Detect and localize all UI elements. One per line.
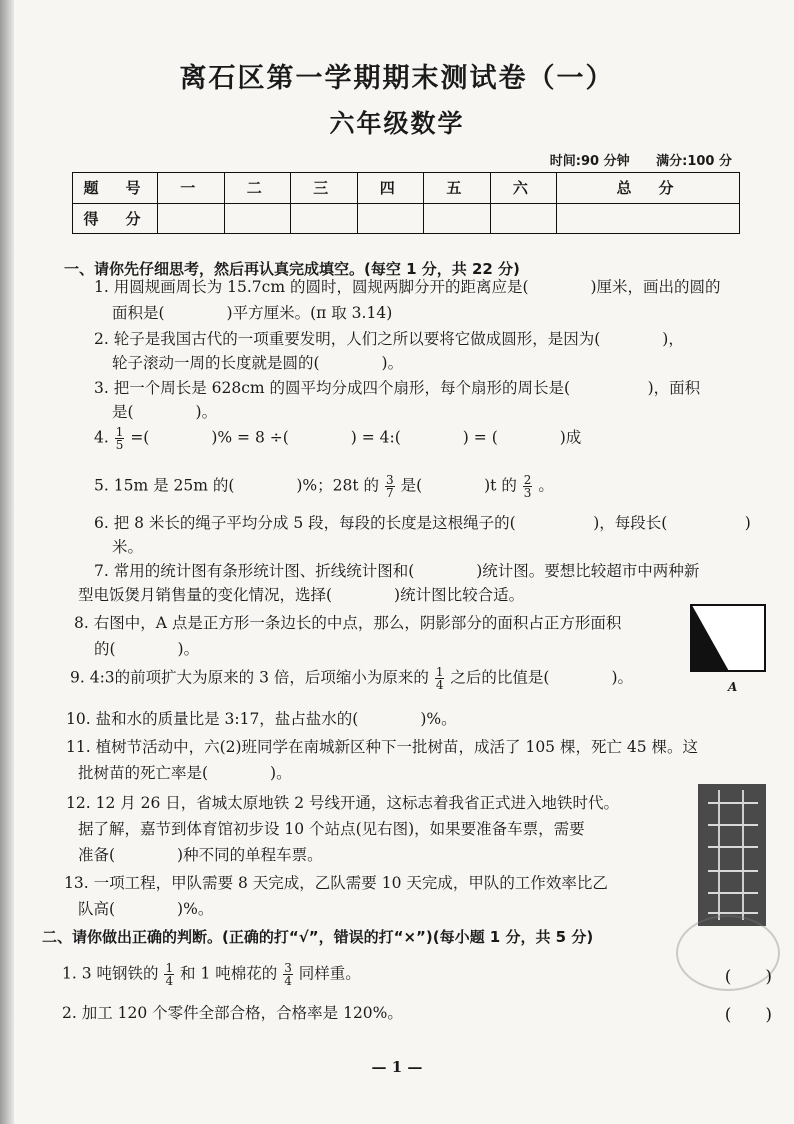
question-12-line-1: 12. 12 月 26 日，省城太原地铁 2 号线开通，这标志着我省正式进入地铁时代。 [66,794,620,812]
score-input-cell[interactable] [424,203,491,234]
fraction-numerator: 3 [385,473,394,487]
question-9-text-b: 之后的比值是( )。 [450,668,634,687]
fraction-denominator: 4 [435,678,444,692]
page-binding-edge [0,0,14,1124]
question-4-text: =( )% = 8 ÷( ) = 4:( ) = ( )成 [130,428,582,447]
score-cell: 总 分 [557,173,740,204]
fraction-denominator: 4 [284,974,292,988]
question-3-line-1: 3. 把一个周长是 628cm 的圆平均分成四个扇形，每个扇形的周长是( )，面积 [94,379,701,397]
question-1-line-2: 面积是( )平方厘米。(π 取 3.14) [112,304,393,322]
map-line [742,790,744,920]
judgment-1 [62,962,361,987]
fraction-numerator: 1 [435,665,444,679]
judgment-1-text-b: 和 1 吨棉花的 [180,964,278,983]
score-cell: 四 [357,173,424,204]
question-11-line-1: 11. 植树节活动中，六(2)班同学在南城新区种下一批树苗，成活了 105 棵，死亡 45 棵。这 [66,738,699,756]
score-input-cell[interactable] [291,203,358,234]
fraction [164,962,174,987]
fraction-numerator: 2 [523,473,532,487]
score-input-cell[interactable] [490,203,557,234]
map-line [708,892,758,894]
question-11-line-2: 批树苗的死亡率是( )。 [78,764,292,782]
map-line [708,912,758,914]
score-cell: 题 号 [73,173,158,204]
score-cell: 一 [158,173,225,204]
question-5-text-c: 。 [538,476,554,495]
map-line [708,846,758,848]
judgment-1-text-a: 1. 3 吨钢铁的 [62,964,159,983]
question-10: 10. 盐和水的质量比是 3:17，盐占盐水的( )%。 [66,710,457,728]
shaded-square-figure [690,604,766,672]
fraction [385,474,395,499]
map-line [718,790,720,920]
score-input-cell[interactable] [357,203,424,234]
page-number: — 1 — [371,1058,423,1076]
exam-title: 离石区第一学期期末测试卷（一） [179,63,615,94]
question-3-line-2: 是( )。 [112,403,218,421]
score-table-score-row [73,203,740,234]
judgment-2: 2. 加工 120 个零件全部合格，合格率是 120%。 [62,1004,403,1022]
question-12-line-2: 据了解，嘉节到体育馆初步设 10 个站点(见右图)，如果要准备车票，需要 [78,820,585,838]
question-8-line-1: 8. 右图中，A 点是正方形一条边长的中点，那么，阴影部分的面积占正方形面积 [74,614,622,632]
question-1-line-1: 1. 用圆规画周长为 15.7cm 的圆时，圆规两脚分开的距离应是( )厘米，画出的圆的 [94,278,721,296]
exam-subtitle: 六年级数学 [329,109,465,138]
section-1-heading: 一、请你先仔细思考，然后再认真完成填空。(每空 1 分，共 22 分) [64,260,520,278]
question-12-line-3: 准备( )种不同的单程车票。 [78,846,323,864]
question-5-text-a: 5. 15m 是 25m 的( )%；28t 的 [94,476,380,495]
score-cell: 得 分 [73,203,158,234]
judgment-1-answer-box[interactable]: ( ) [724,967,772,987]
question-5 [94,474,554,499]
question-6-line-1: 6. 把 8 米长的绳子平均分成 5 段，每段的长度是这根绳子的( )，每段长( ) [94,514,751,532]
question-7-line-2: 型电饭煲月销售量的变化情况，选择( )统计图比较合适。 [78,586,525,604]
question-9 [70,666,633,691]
fraction-denominator: 3 [523,486,532,500]
score-cell: 二 [224,173,291,204]
fraction [283,962,293,987]
fraction-denominator: 5 [115,438,124,452]
judgment-1-text-c: 同样重。 [298,964,361,983]
fraction-numerator: 1 [165,961,174,975]
question-7-line-1: 7. 常用的统计图有条形统计图、折线统计图和( )统计图。要想比较超市中两种新 [94,562,700,580]
question-5-text-b: 是( )t 的 [400,476,517,495]
score-table-header-row [73,173,740,204]
score-cell: 六 [490,173,557,204]
exam-time: 时间:90 分钟 [549,154,630,169]
question-6-line-2: 米。 [112,538,144,556]
question-8-line-2: 的( )。 [94,640,200,658]
point-a-label: A [728,680,738,694]
fraction [435,666,445,691]
exam-full-score: 满分:100 分 [656,154,732,169]
score-input-cell[interactable] [158,203,225,234]
fraction [115,426,125,451]
fraction-denominator: 4 [165,974,174,988]
question-9-text-a: 9. 4:3的前项扩大为原来的 3 倍，后项缩小为原来的 [70,668,429,687]
question-13-line-2: 队高( )%。 [78,900,214,918]
question-2-line-2: 轮子滚动一周的长度就是圆的( )。 [112,354,404,372]
score-cell: 三 [291,173,358,204]
metro-line-map-image [698,784,766,926]
question-4-number: 4. [94,428,109,447]
exam-meta [528,150,732,169]
fraction-numerator: 1 [115,425,124,439]
question-4 [94,426,581,451]
fraction [523,474,533,499]
score-input-cell[interactable] [557,203,740,234]
judgment-2-answer-box[interactable]: ( ) [724,1005,772,1025]
question-13-line-1: 13. 一项工程，甲队需要 8 天完成，乙队需要 10 天完成，甲队的工作效率比乙 [64,874,608,892]
score-cell: 五 [424,173,491,204]
section-2-heading: 二、请你做出正确的判断。(正确的打“√”，错误的打“×”)(每小题 1 分，共 5 分) [42,928,594,946]
map-line [708,802,758,804]
score-table [72,172,740,234]
map-line [708,824,758,826]
fraction-numerator: 3 [284,961,292,975]
map-line [708,870,758,872]
fraction-denominator: 7 [385,486,394,500]
question-2-line-1: 2. 轮子是我国古代的一项重要发明，人们之所以要将它做成圆形，是因为( )， [94,330,684,348]
score-input-cell[interactable] [224,203,291,234]
